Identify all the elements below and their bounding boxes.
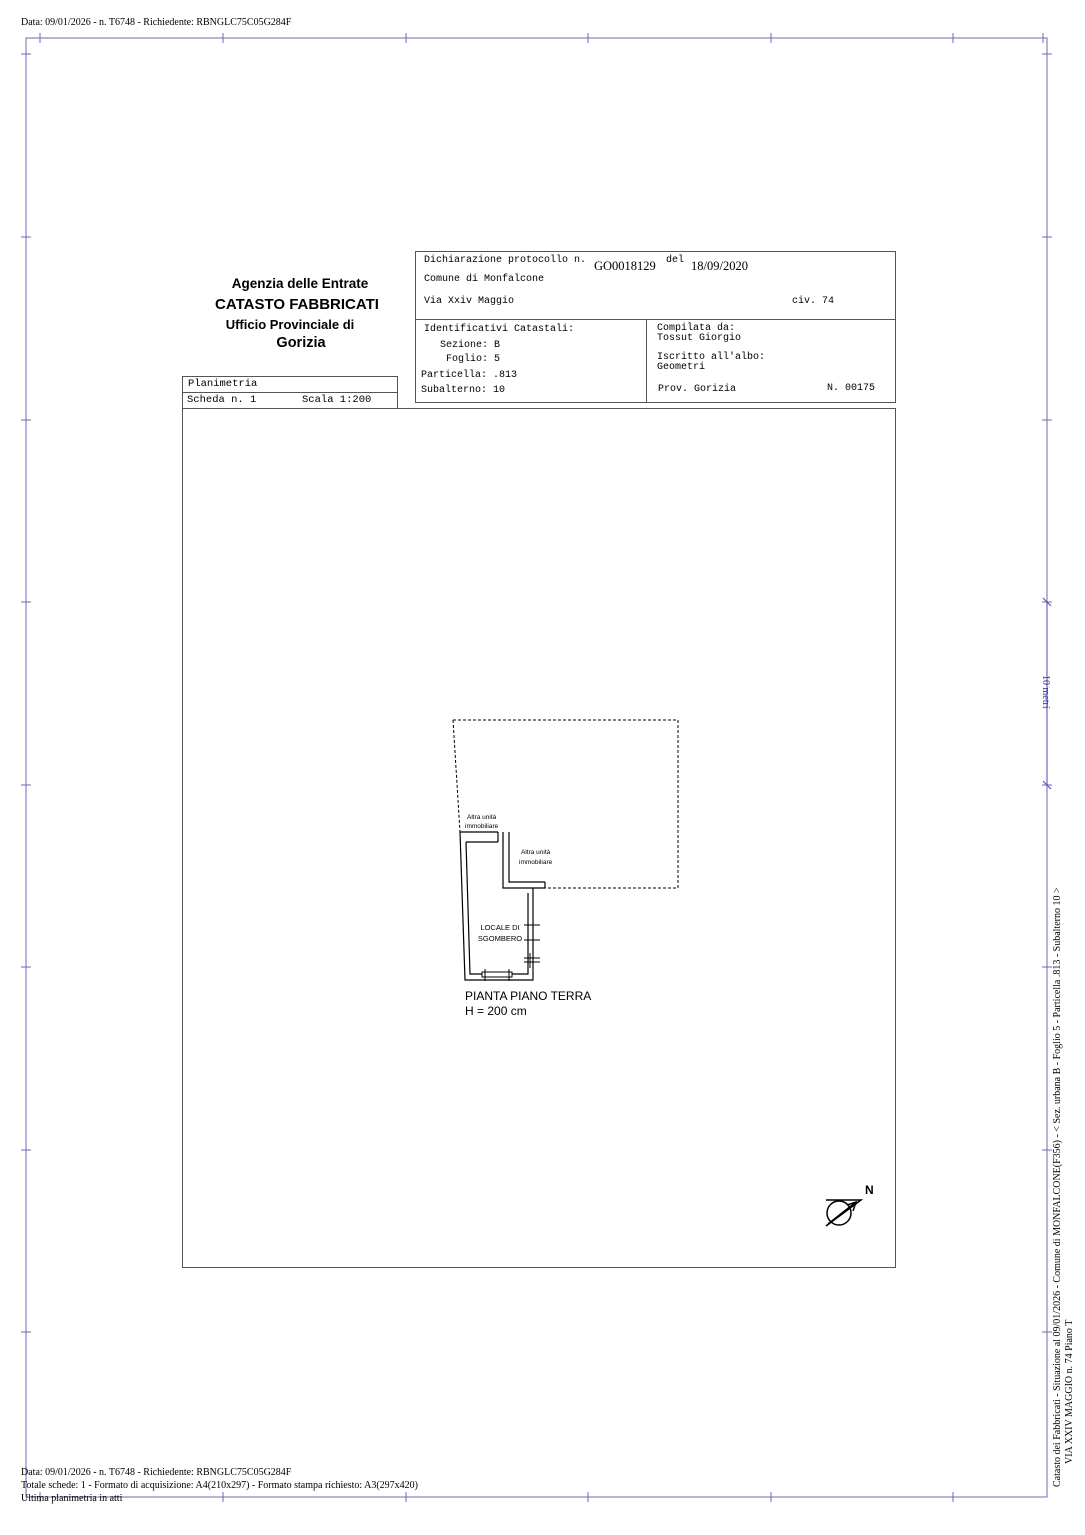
footer-format-line: Totale schede: 1 - Formato di acquisizione: A4(210x297) - Formato stampa richiesto: A3(297x420) [21,1480,418,1491]
header-request-line: Data: 09/01/2026 - n. T6748 - Richiedente: RBNGLC75C05G284F [21,17,292,28]
other-unit-label-2-line1: Altra unità [521,849,551,856]
protocol-number: GO0018129 [594,259,656,273]
other-unit-label-1 [467,813,498,831]
particella: Particella: .813 [421,370,518,381]
room-label [470,922,530,944]
other-unit-label-1-line2: immobiliare [465,823,499,830]
footer-request-line: Data: 09/01/2026 - n. T6748 - Richiedente: RBNGLC75C05G284F [21,1467,292,1478]
comune: Comune di Monfalcone [424,274,545,285]
compass-icon [826,1200,861,1226]
registration-number: N. 00175 [827,383,876,394]
catasto-title: CATASTO FABBRICATI [215,296,379,313]
compiler-name: Tossut Giorgio [657,333,742,344]
albo-value: Geometri [657,362,706,373]
sezione: Sezione: B [440,340,501,351]
other-unit-label-2 [519,848,552,868]
north-label: N [865,1183,874,1197]
other-unit-label-2-line2: immobiliare [519,859,553,866]
declaration-date: 18/09/2020 [691,259,748,273]
room-label-line2: SGOMBERO [477,934,523,943]
address-vertical-line: VIA XXIV MAGGIO n. 74 Piano T [1064,1319,1075,1464]
identifiers-title: Identificativi Catastali: [424,324,575,335]
sheet-title: Planimetria [188,378,258,390]
compiler-label: Compilata da: [657,323,736,334]
office-province: Gorizia [276,335,326,351]
address: Via Xxiv Maggio [424,296,515,307]
footer-last-plan: Ultima planimetria in atti [21,1493,123,1504]
protocol-label: Dichiarazione protocollo n. [424,255,587,266]
plan-height: H = 200 cm [465,1004,527,1018]
plan-caption: PIANTA PIANO TERRA [465,989,592,1003]
albo-label: Iscritto all'albo: [657,352,766,363]
room-label-line1: LOCALE DI [480,923,520,932]
sheet-scale: Scala 1:200 [302,394,372,406]
province: Prov. Gorizia [658,384,737,395]
civic-number: civ. 74 [792,296,835,307]
scale-bar-label: 10 metri [1040,675,1051,709]
sheet-number: Scheda n. 1 [187,394,257,406]
subalterno: Subalterno: 10 [421,385,506,396]
date-label: del [666,255,685,266]
other-unit-label-1-line1: Altra unità [467,814,497,821]
cadastral-situation-line: Catasto dei Fabbricati - Situazione al 09/01/2026 - Comune di MONFALCONE(F356) - < Sez. urbana B - Foglio 5 - Particella .813 - Subalterno 10 > [1052,887,1063,1487]
office-label: Ufficio Provinciale di [225,317,355,332]
foglio: Foglio: 5 [446,354,501,365]
agency-name: Agenzia delle Entrate [231,276,369,291]
